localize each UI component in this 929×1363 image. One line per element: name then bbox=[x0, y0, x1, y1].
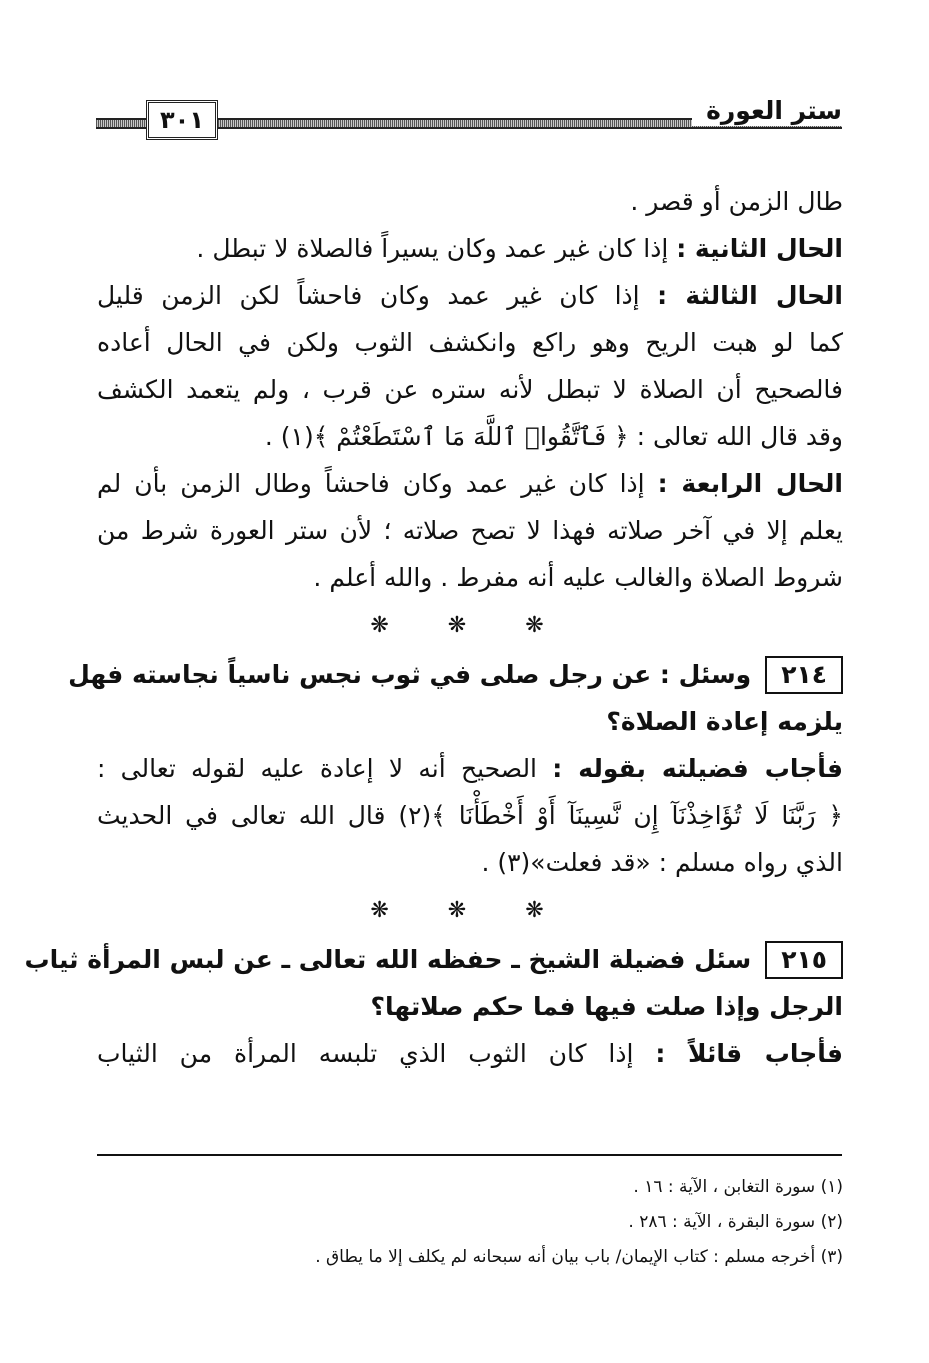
section-separator: ❋ ❋ ❋ bbox=[370, 898, 570, 923]
case-label: الحال الثالثة : bbox=[657, 281, 843, 310]
body-text bbox=[24, 178, 844, 1077]
case-three-line bbox=[97, 272, 843, 319]
text-line: فالصحيح أن الصلاة لا تبطل لأنه ستره عن قرب ، ولم يتعمد الكشف bbox=[97, 375, 843, 404]
text-line: طال الزمن أو قصر . bbox=[630, 187, 843, 216]
footnote: (١) سورة التغابن ، الآية : ١٦ . bbox=[633, 1177, 843, 1197]
answer-label: فأجاب فضيلته بقوله : bbox=[552, 754, 843, 783]
footnotes bbox=[97, 1170, 843, 1275]
question-line bbox=[68, 651, 843, 698]
text-line: كما لو هبت الريح وهو راكع وانكشف الثوب ولكن في الحال أعاده bbox=[97, 328, 843, 357]
text-line: شروط الصلاة والغالب عليه أنه مفرط . والله أعلم . bbox=[313, 563, 843, 592]
footnote: (٢) سورة البقرة ، الآية : ٢٨٦ . bbox=[628, 1212, 843, 1232]
footnote: (٣) أخرجه مسلم : كتاب الإيمان/ باب بيان أنه سبحانه لم يكلف إلا ما يطاق . bbox=[315, 1247, 843, 1267]
text-line: الصحيح أنه لا إعادة عليه لقوله تعالى : bbox=[97, 754, 538, 783]
question-line: الرجل وإذا صلت فيها فما حكم صلاتها؟ bbox=[370, 992, 843, 1021]
case-four-line bbox=[97, 460, 843, 507]
text-line: إذا كان غير عمد وكان فاحشاً وطال الزمن بأن لم bbox=[97, 469, 645, 498]
running-title: ستر العورة bbox=[692, 96, 842, 126]
question-text: وسئل : عن رجل صلى في ثوب نجس ناسياً نجاسته فهل bbox=[68, 660, 752, 689]
case-two-line bbox=[97, 225, 843, 272]
text-line: ﴿ رَبَّنَا لَا تُؤَاخِذْنَآ إِن نَّسِينَآ أَوْ أَخْطَأْنَا ﴾(٢) قال الله تعالى في الحديث bbox=[97, 801, 843, 830]
question-number: ٢١٤ bbox=[765, 656, 843, 694]
section-separator: ❋ ❋ ❋ bbox=[370, 613, 570, 638]
question-line bbox=[24, 936, 843, 983]
text-line: الذي رواه مسلم : «قد فعلت»(٣) . bbox=[481, 848, 843, 877]
case-label: الحال الرابعة : bbox=[657, 469, 843, 498]
question-number: ٢١٥ bbox=[765, 941, 843, 979]
text-line: إذا كان الثوب الذي تلبسه المرأة من الثياب bbox=[97, 1039, 634, 1068]
text-line: إذا كان غير عمد وكان فاحشاً لكن الزمن قليل bbox=[97, 281, 640, 310]
question-text: سئل فضيلة الشيخ ـ حفظه الله تعالى ـ عن لبس المرأة ثياب bbox=[24, 945, 752, 974]
answer-line bbox=[97, 1030, 843, 1077]
answer-line bbox=[97, 745, 843, 792]
text-line: وقد قال الله تعالى : ﴿ فَٱتَّقُوا۟ ٱللَّهَ مَا ٱسْتَطَعْتُمْ ﴾(١) . bbox=[264, 422, 843, 451]
case-label: الحال الثانية : bbox=[676, 234, 843, 263]
page-header bbox=[96, 96, 842, 140]
page-number: ٣٠١ bbox=[146, 100, 218, 140]
question-line: يلزمه إعادة الصلاة؟ bbox=[606, 707, 843, 736]
answer-label: فأجاب قائلاً : bbox=[655, 1039, 844, 1068]
footnote-rule bbox=[97, 1154, 842, 1156]
text-line: إذا كان غير عمد وكان يسيراً فالصلاة لا تبطل . bbox=[196, 234, 669, 263]
text-line: يعلم إلا في آخر صلاته فهذا لا تصح صلاته ؛ لأن ستر العورة شرط من bbox=[97, 516, 843, 545]
